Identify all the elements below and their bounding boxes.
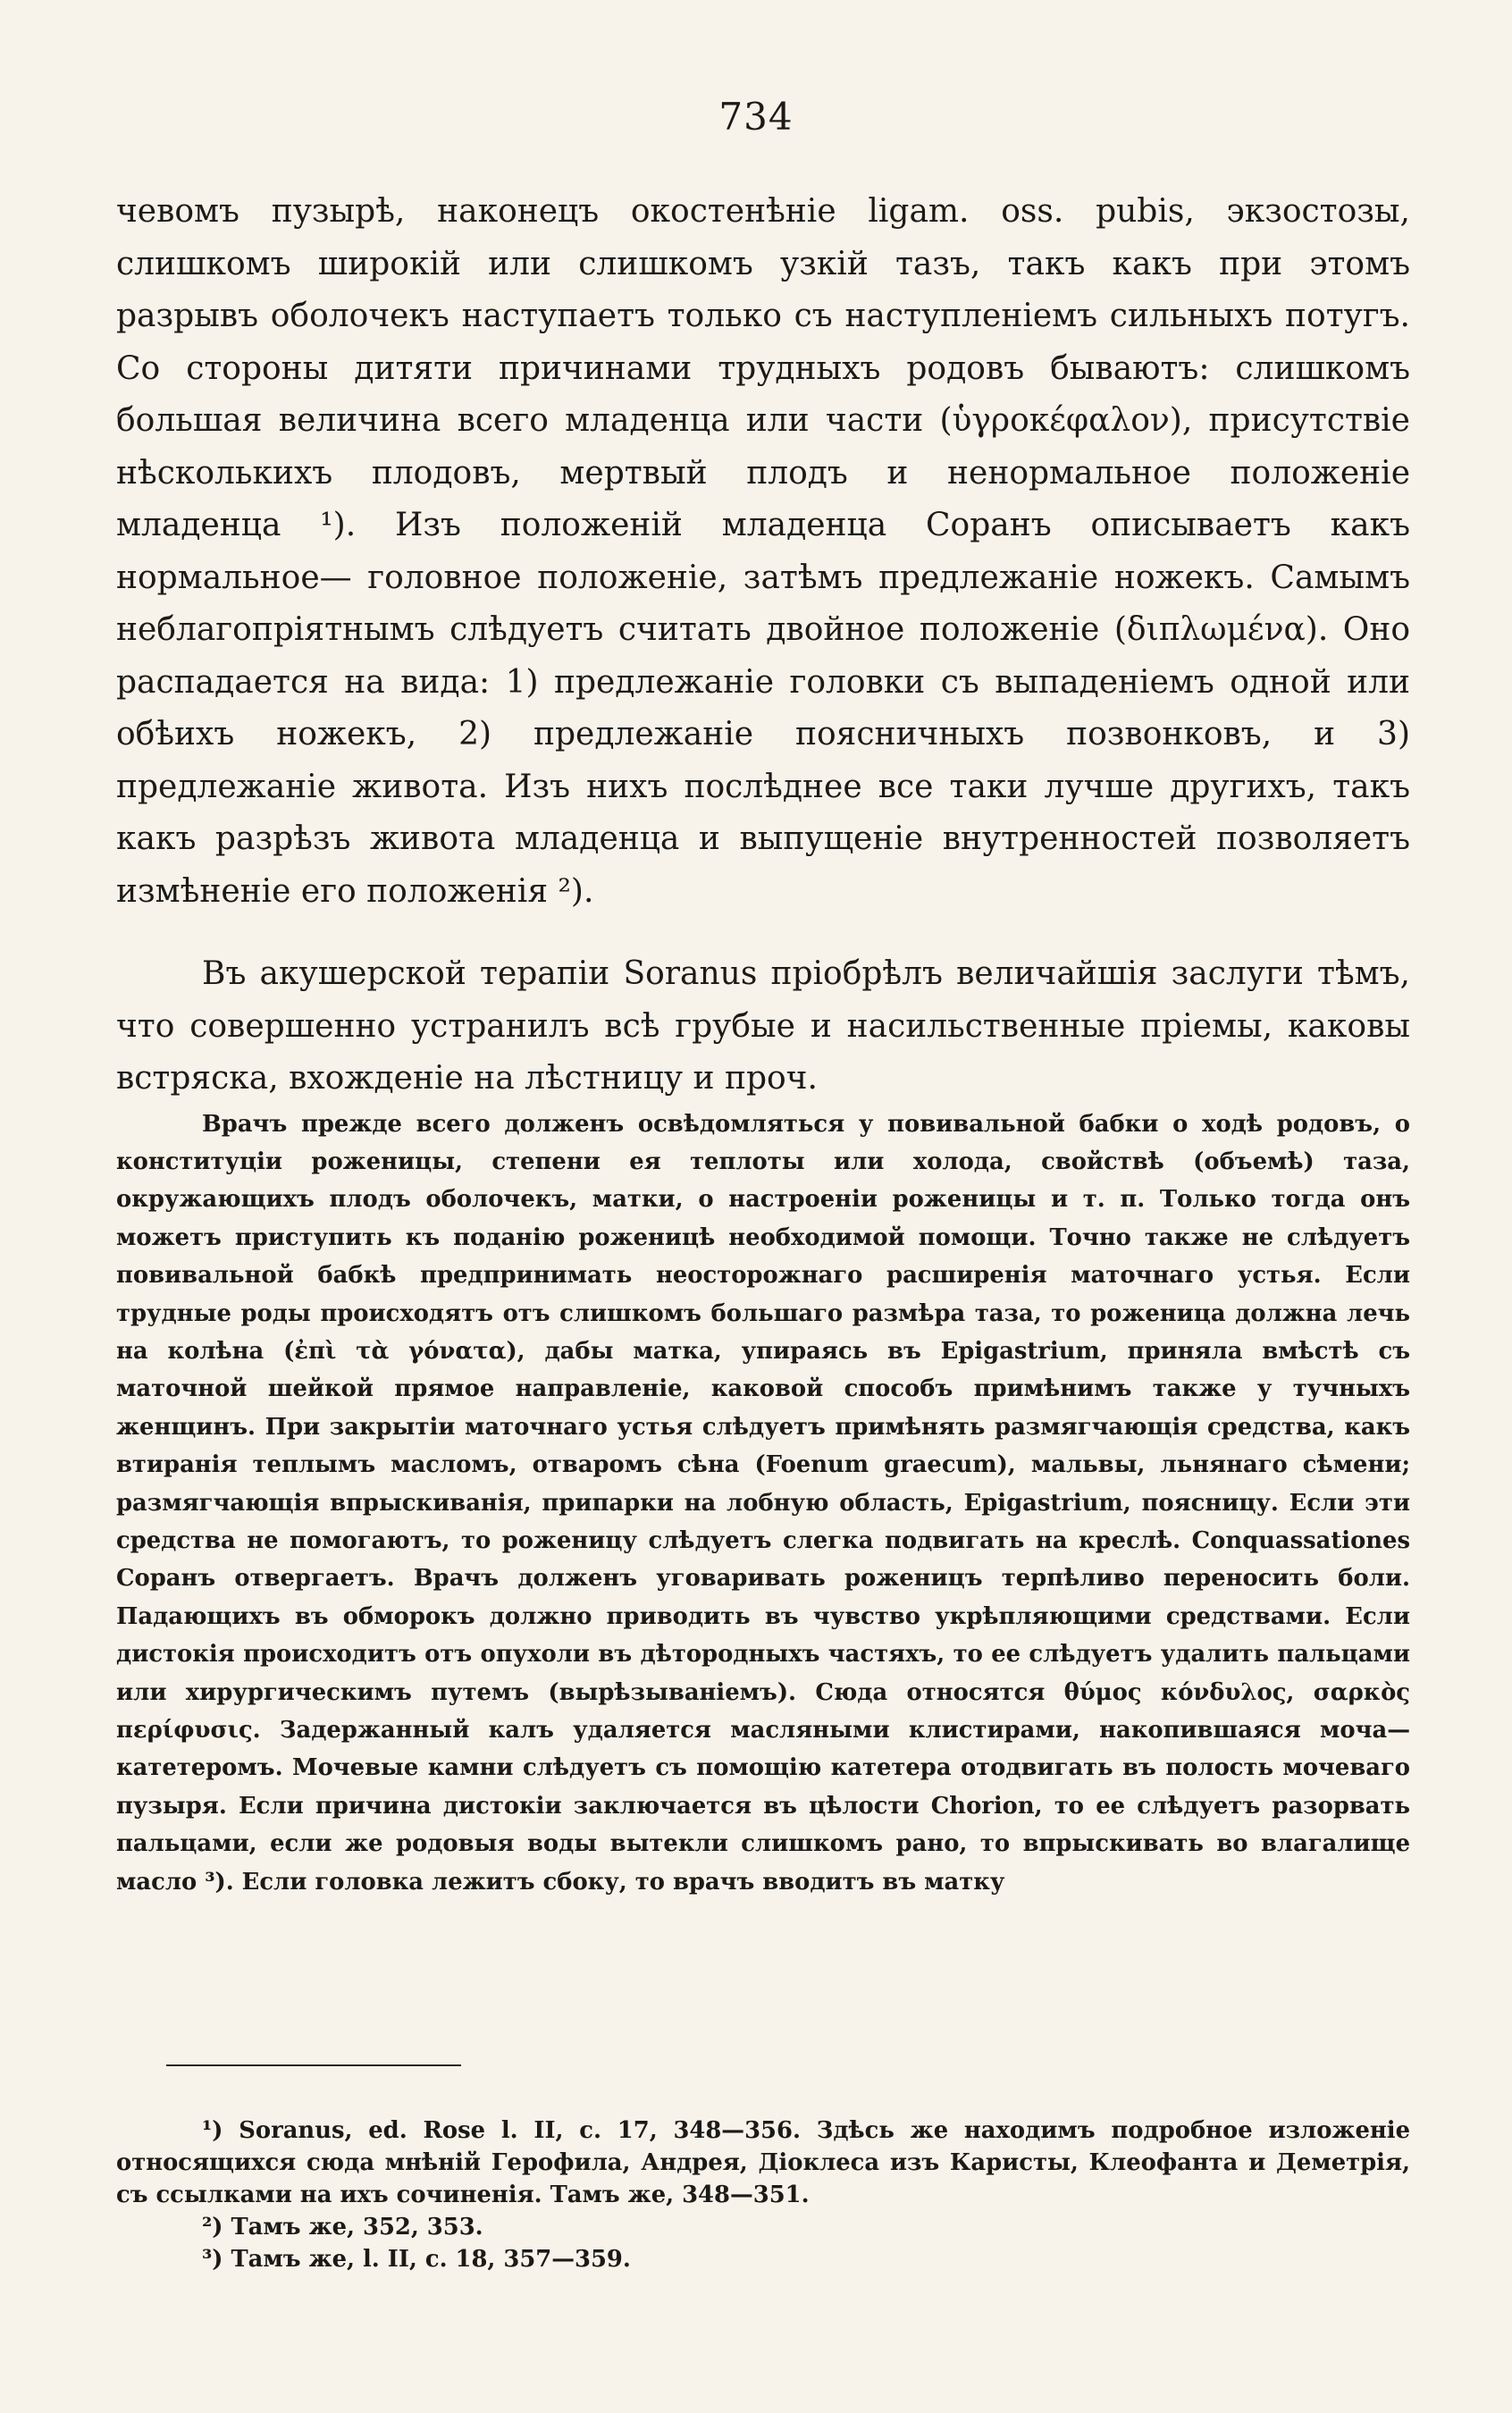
footnote-rule	[166, 2064, 461, 2066]
paragraph-2: Въ акушерской терапіи Soranus пріобрѣлъ величайшія заслуги тѣмъ, что совершенно устранилъ всѣ грубые и насильственные пріемы, каковы встряска, вхожденіе на лѣстницу и проч.	[116, 955, 1410, 1097]
small-paragraph: Врачъ прежде всего долженъ освѣдомляться у повивальной бабки о ходѣ родовъ, о конституціи роженицы, степени ея теплоты или холода, свойствѣ (объемѣ) таза, окружающихъ плодъ оболочекъ, матки, о настроеніи роженицы и т. п. Только тогда онъ можетъ приступить къ поданію роженицѣ необходимой помощи. Точно также не слѣдуетъ повивальной бабкѣ предпринимать неосторожнаго расширенія маточнаго устья. Если трудные роды происходятъ отъ слишкомъ большаго размѣра таза, то роженица должна лечь на колѣна (ἐπὶ τὰ γόνατα), дабы матка, упираясь въ Epigastrium, приняла вмѣстѣ съ маточной шейкой прямое направленіе, каковой способъ примѣнимъ также у тучныхъ женщинъ. При закрытіи маточнаго устья слѣдуетъ примѣнять размягчающія средства, какъ втиранія теплымъ масломъ, отваромъ сѣна (Foenum graecum), мальвы, льнянаго сѣмени; размягчающія впрыскиванія, припарки на лобную область, Epigastrium, поясницу. Если эти средства не помогаютъ, то роженицу слѣдуетъ слегка подвигать на креслѣ. Conquassationes Соранъ отвергаетъ. Врачъ долженъ уговаривать роженицъ терпѣливо переносить боли. Падающихъ въ обморокъ должно приводить въ чувство укрѣпляющими средствами. Если дистокія происходитъ отъ опухоли въ дѣтородныхъ частяхъ, то ее слѣдуетъ удалить пальцами или хирургическимъ путемъ (вырѣзываніемъ). Сюда относятся θύμος κόνδυλος, σαρκὸς περίφυσις. Задержанный калъ удаляется масляными клистирами, накопившаяся моча—катетеромъ. Мочевые камни слѣдуетъ съ помощію катетера отодвигать въ полость мочеваго пузыря. Если причина дистокіи заключается въ цѣлости Chorion, то ее слѣдуетъ разорвать пальцами, если же родовыя воды вытекли слишкомъ рано, то впрыскивать во влагалище масло ³). Если головка лежитъ сбоку, то врачъ вводитъ въ матку	[116, 1110, 1410, 1896]
main-text	[116, 186, 1410, 1901]
footnote-2: ²) Тамъ же, 352, 353.	[202, 2214, 483, 2241]
footnotes	[116, 2115, 1410, 2275]
paragraph-gap	[116, 918, 1410, 948]
footnote-3: ³) Тамъ же, l. II, c. 18, 357—359.	[202, 2246, 631, 2273]
small-print-block	[116, 1106, 1410, 1902]
page-number: 734	[718, 95, 794, 139]
footnote-1: ¹) Soranus, ed. Rose l. II, c. 17, 348—356. Здѣсь же находимъ подробное изложеніе относящихся сюда мнѣній Герофила, Андрея, Діоклеса изъ Каристы, Клеофанта и Деметрія, съ ссылками на ихъ сочиненія. Тамъ же, 348—351.	[116, 2117, 1410, 2208]
paragraph-1: чевомъ пузырѣ, наконецъ окостенѣніе ligam. oss. pubis, экзостозы, слишкомъ широкій или слишкомъ узкій тазъ, такъ какъ при этомъ разрывъ оболочекъ наступаетъ только съ наступленіемъ сильныхъ потугъ. Со стороны дитяти причинами трудныхъ родовъ бываютъ: слишкомъ большая величина всего младенца или части (ὑγροκέφαλον), присутствіе нѣсколькихъ плодовъ, мертвый плодъ и ненормальное положеніе младенца ¹). Изъ положеній младенца Соранъ описываетъ какъ нормальное— головное положеніе, затѣмъ предлежаніе ножекъ. Самымъ неблагопріятнымъ слѣдуетъ считать двойное положеніе (διπλωμένα). Оно распадается на вида: 1) предлежаніе головки съ выпаденіемъ одной или обѣихъ ножекъ, 2) предлежаніе поясничныхъ позвонковъ, и 3) предлежаніе живота. Изъ нихъ послѣднее все таки лучше другихъ, такъ какъ разрѣзъ живота младенца и выпущеніе внутренностей позволяетъ измѣненіе его положенія ²).	[116, 193, 1410, 910]
